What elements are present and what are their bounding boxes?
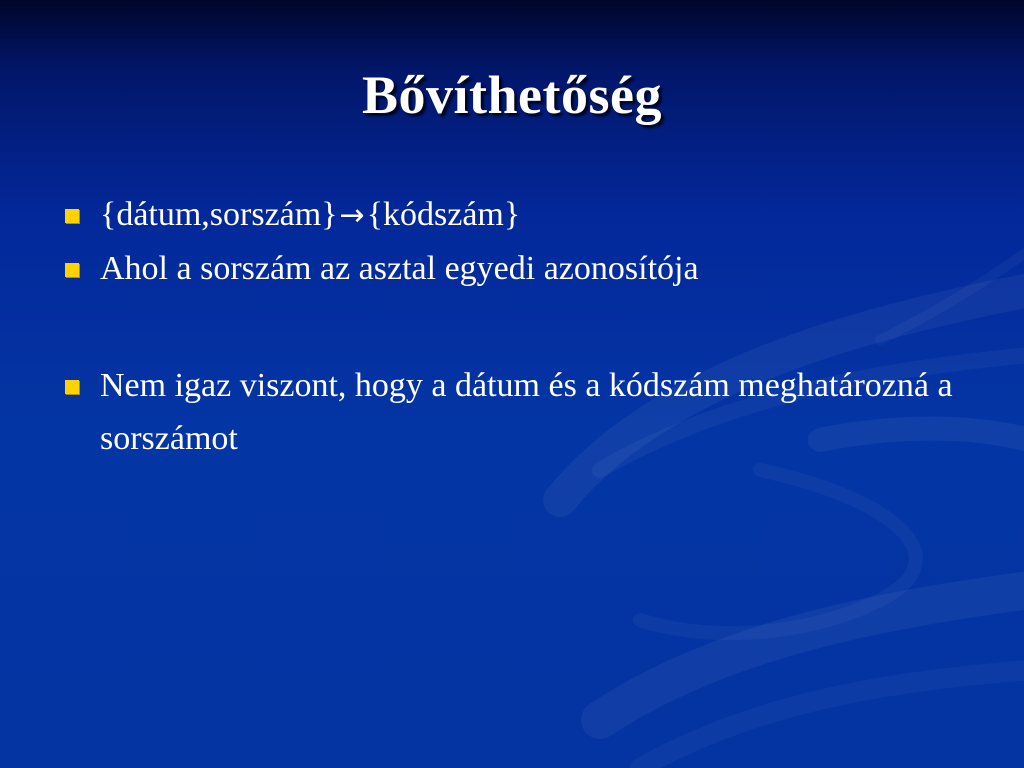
- square-bullet-icon: [65, 380, 79, 394]
- dependency-right: {kódszám}: [366, 196, 521, 233]
- bullet-list: [62, 188, 962, 465]
- right-arrow-icon: →: [339, 198, 365, 233]
- square-bullet-icon: [65, 263, 79, 277]
- square-bullet-icon: [65, 209, 79, 223]
- bullet-item-explanation: [62, 242, 962, 295]
- bullet-text: Nem igaz viszont, hogy a dátum és a kódszám meghatározná a sorszámot: [100, 367, 953, 457]
- bullet-item-dependency: [62, 188, 962, 242]
- dependency-left: {dátum,sorszám}: [100, 196, 338, 233]
- slide-title: Bővíthetőség: [362, 65, 662, 125]
- bullet-item-counterexample: [62, 359, 962, 465]
- bullet-text: Ahol a sorszám az asztal egyedi azonosítója: [100, 250, 699, 287]
